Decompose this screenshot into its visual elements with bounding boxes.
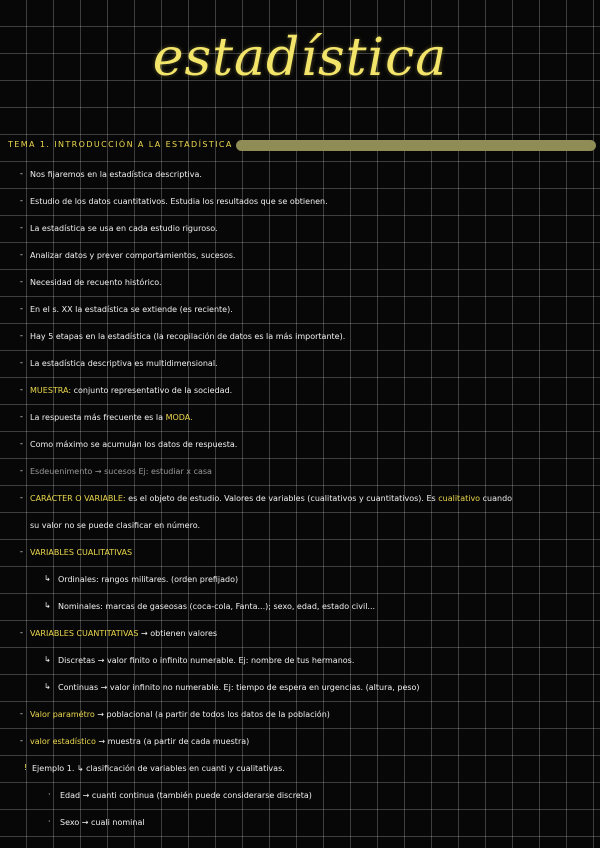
note-line	[30, 629, 217, 639]
note-line: su valor no se puede clasificar en número.	[30, 521, 201, 530]
bullet-dash: -	[20, 331, 23, 340]
bullet-dash: -	[20, 304, 23, 313]
bullet-dot: ·	[48, 817, 51, 826]
exclamation-icon: !	[24, 763, 28, 772]
key-term: MUESTRA:	[30, 386, 72, 395]
note-line: Sexo → cuali nominal	[60, 818, 145, 827]
definition: → obtienen valores	[141, 629, 218, 638]
bullet-dash: -	[20, 385, 23, 394]
note-line: En el s. XX la estadística se extiende (es reciente).	[30, 305, 233, 314]
note-line: Hay 5 etapas en la estadística (la recopilación de datos es la más importante).	[30, 332, 346, 341]
note-line: Edad → cuanti continua (también puede considerarse discreta)	[60, 791, 312, 800]
note-line: Nominales: marcas de gaseosas (coca-cola, Fanta...); sexo, edad, estado civil...	[58, 602, 376, 611]
note-line: Necesidad de recuento histórico.	[30, 278, 162, 287]
note-line: Discretas → valor finito o infinito numerable. Ej: nombre de tus hermanos.	[58, 656, 355, 665]
bullet-dash: -	[20, 628, 23, 637]
note-line: La estadística se usa en cada estudio riguroso.	[30, 224, 218, 233]
topic-title: TEMA 1. INTRODUCCIÓN A LA ESTADÍSTICA	[8, 140, 233, 149]
note-line: Estudio de los datos cuantitativos. Estudia los resultados que se obtienen.	[30, 197, 328, 206]
arrow-icon: ↳	[44, 655, 51, 664]
topic-header	[8, 140, 592, 154]
key-term: MODA.	[165, 413, 193, 422]
key-term: Valor paramétro	[30, 710, 95, 719]
note-line	[30, 413, 193, 423]
bullet-dot: ·	[48, 790, 51, 799]
arrow-icon: ↳	[44, 682, 51, 691]
bullet-dash: -	[20, 196, 23, 205]
bullet-dash: -	[20, 250, 23, 259]
bullet-dash: -	[20, 169, 23, 178]
note-line: La estadística descriptiva es multidimensional.	[30, 359, 218, 368]
definition: cuando	[482, 494, 513, 503]
note-line	[30, 737, 249, 747]
bullet-dash: -	[20, 439, 23, 448]
note-line: Continuas → valor infinito no numerable. Ej: tiempo de espera en urgencias. (altura, peso)	[58, 683, 420, 692]
key-term: cualitativo	[438, 494, 481, 503]
page-title: estadística	[152, 28, 448, 88]
arrow-icon: ↳	[44, 601, 51, 610]
bullet-dash: -	[20, 493, 23, 502]
note-line	[30, 494, 512, 504]
definition: es el objeto de estudio. Valores de variables (cualitativos y cuantitativos). Es	[128, 494, 436, 503]
bullet-dash: -	[20, 736, 23, 745]
bullet-dash: -	[20, 412, 23, 421]
bullet-dash: -	[20, 547, 23, 556]
bullet-dash: -	[20, 223, 23, 232]
definition: → muestra (a partir de cada muestra)	[98, 737, 250, 746]
note-line: Nos fijaremos en la estadística descriptiva.	[30, 170, 202, 179]
note-line	[30, 710, 330, 720]
bullet-dash: -	[20, 709, 23, 718]
bullet-dash: -	[20, 277, 23, 286]
note-line: Como máximo se acumulan los datos de respuesta.	[30, 440, 238, 449]
definition: → poblacional (a partir de todos los datos de la población)	[97, 710, 330, 719]
note-line: Ordinales: rangos militares. (orden prefijado)	[58, 575, 239, 584]
bullet-dash: -	[20, 358, 23, 367]
section-heading: VARIABLES CUANTITATIVAS	[30, 629, 139, 638]
definition: conjunto representativo de la sociedad.	[73, 386, 233, 395]
bullet-dash: -	[20, 466, 23, 475]
key-term: valor estadístico	[30, 737, 96, 746]
highlight-bar	[236, 140, 596, 151]
note-line: Analizar datos y prever comportamientos, sucesos.	[30, 251, 236, 260]
section-heading: VARIABLES CUALITATIVAS	[30, 548, 133, 557]
definition: La respuesta más frecuente es la	[30, 413, 164, 422]
example-heading: Ejemplo 1. ↳ clasificación de variables en cuanti y cualitativas.	[32, 764, 285, 773]
key-term: CARÁCTER O VARIABLE:	[30, 494, 126, 503]
note-line: Esdeuenimento → sucesos Ej: estudiar x casa	[30, 467, 212, 476]
note-line	[30, 386, 232, 396]
arrow-icon: ↳	[44, 574, 51, 583]
